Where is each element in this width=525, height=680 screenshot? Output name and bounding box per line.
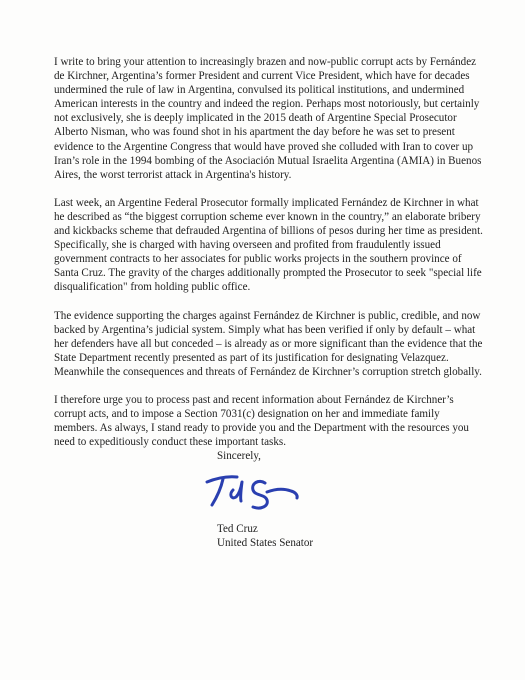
closing-salutation: Sincerely, xyxy=(217,450,261,462)
paragraph-request: I therefore urge you to process past and recent information about Fernández de Kirchner’s corrupt acts, and to impose a Section 7031(c) designation on her and immediate family members. As always, I stand ready to provide you and the Department with the resources you need to expeditiously conduct these important tasks. xyxy=(54,393,469,449)
paragraph-intro: I write to bring your attention to increasingly brazen and now-public corrupt acts by Fernández de Kirchner, Argentina’s former President and current Vice President, which have for decades undermined the rule of law in Argentina, convulsed its political institutions, and undermined American interests in the country and indeed the region. Perhaps most notoriously, but certainly not exclusively, she is deeply implicated in the 2015 death of Argentine Special Prosecutor Alberto Nisman, who was found shot in his apartment the day before he was set to present evidence to the Argentine Congress that would have proved she colluded with Iran to cover up Iran’s role in the 1994 bombing of the Asociación Mutual Israelita Argentina (AMIA) in Buenos Aires, the worst terrorist attack in Argentina's history. xyxy=(54,56,482,181)
letter-body xyxy=(54,55,484,463)
signer-name: Ted Cruz xyxy=(217,523,258,535)
signer-title: United States Senator xyxy=(217,537,314,550)
signature-block xyxy=(217,522,313,550)
paragraph-charges: Last week, an Argentine Federal Prosecutor formally implicated Fernández de Kirchner in what he described as “the biggest corruption scheme ever known in the country,” an elaborate bribery and kickbacks scheme that defrauded Argentina of billions of pesos during her time as president. Specifically, she is charged with having overseen and profited from fraudulently issued government contracts to her associates for public works projects in the southern province of Santa Cruz. The gravity of the charges additionally prompted the Prosecutor to seek "special life disqualification" from holding public office. xyxy=(54,196,483,294)
signature-icon xyxy=(203,470,303,512)
paragraph-evidence: The evidence supporting the charges against Fernández de Kirchner is public, credible, and now backed by Argentina’s judicial system. Simply what has been verified if only by default – what her defenders have all but conceded – is already as or more significant than the evidence that the State Department recently presented as part of its justification for designating Velazquez. Meanwhile the consequences and threats of Fernández de Kirchner’s corruption stretch globally. xyxy=(54,309,483,378)
